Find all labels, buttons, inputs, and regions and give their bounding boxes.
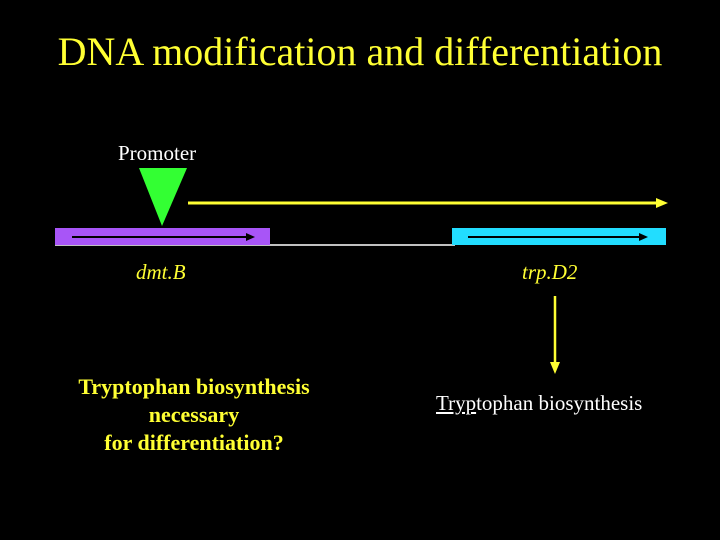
promoter-triangle-icon [139, 168, 187, 226]
down-arrowhead [550, 362, 560, 374]
question-line-1: Tryptophan biosynthesis [78, 374, 310, 399]
result-rest: tophan biosynthesis [476, 391, 643, 415]
result-text [436, 391, 642, 415]
gene-label-dmtb: dmt.B [136, 260, 186, 284]
question-text [34, 373, 354, 457]
gene-label-trpd2: trp.D2 [522, 260, 578, 284]
question-line-2: necessary [148, 402, 240, 427]
transcript-arrowhead [656, 198, 668, 208]
slide-title: DNA modification and differentiation [57, 29, 663, 74]
question-line-3: for differentiation? [104, 430, 284, 455]
promoter-label: Promoter [118, 141, 197, 165]
result-underlined: Tryp [436, 391, 477, 415]
